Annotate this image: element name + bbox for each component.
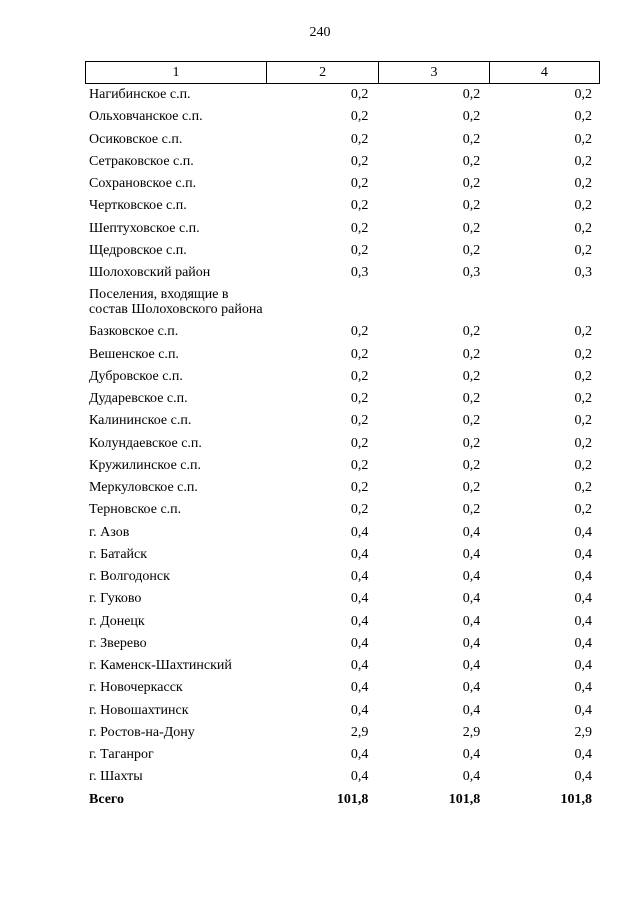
row-value-col3: 0,4 <box>462 769 481 785</box>
row-value-col4: 0,2 <box>574 435 592 451</box>
row-value-col2: 0,2 <box>350 153 369 169</box>
table-row <box>85 106 600 128</box>
table-row <box>85 588 600 610</box>
row-name: Шептуховское с.п. <box>89 220 200 236</box>
row-value-col3: 0,4 <box>462 569 481 585</box>
row-name: г. Ростов-на-Дону <box>89 724 195 740</box>
row-name: Меркуловское с.п. <box>89 480 198 496</box>
row-name: г. Азов <box>89 524 130 540</box>
page-number: 240 <box>309 25 331 40</box>
row-value-col3: 0,2 <box>462 131 481 147</box>
row-value-col2: 0,4 <box>350 569 369 585</box>
row-value-col4: 0,3 <box>574 265 592 281</box>
row-value-col2: 0,2 <box>350 457 369 473</box>
row-name: г. Гуково <box>89 591 142 607</box>
row-name: г. Батайск <box>89 546 148 562</box>
row-name: Вешенское с.п. <box>89 346 179 362</box>
row-value-col3: 0,2 <box>462 198 481 214</box>
header-col-2: 2 <box>266 62 378 84</box>
row-value-col4: 0,2 <box>574 502 592 518</box>
table-row <box>85 410 600 432</box>
row-value-col2: 0,4 <box>350 613 369 629</box>
row-value-col2: 0,2 <box>350 176 369 192</box>
row-name: г. Волгодонск <box>89 569 170 585</box>
row-value-col2: 0,2 <box>350 242 369 258</box>
row-name: Сетраковское с.п. <box>89 153 194 169</box>
row-value-col4: 0,2 <box>574 176 592 192</box>
table-row <box>85 218 600 240</box>
table-row <box>85 499 600 521</box>
row-name: г. Зверево <box>89 635 147 651</box>
row-value-col3: 0,4 <box>462 747 481 763</box>
row-name: г. Донецк <box>89 613 145 629</box>
row-value-col4: 101,8 <box>560 791 592 807</box>
row-value-col3: 0,2 <box>462 391 481 407</box>
row-name: Щедровское с.п. <box>89 242 187 258</box>
table-row <box>85 195 600 217</box>
row-value-col4: 0,2 <box>574 457 592 473</box>
row-value-col2: 2,9 <box>350 724 369 740</box>
row-value-col4: 2,9 <box>574 724 592 740</box>
row-value-col2: 0,2 <box>350 346 369 362</box>
row-value-col2: 0,2 <box>350 87 369 103</box>
row-name: Колундаевское с.п. <box>89 435 202 451</box>
row-value-col4: 0,4 <box>574 546 592 562</box>
row-name: Базковское с.п. <box>89 324 179 340</box>
row-value-col2: 0,4 <box>350 702 369 718</box>
row-name: г. Новошахтинск <box>89 702 189 718</box>
table-row <box>85 566 600 588</box>
row-value-col2: 0,2 <box>350 413 369 429</box>
row-value-col2: 0,2 <box>350 198 369 214</box>
table-row <box>85 477 600 499</box>
row-value-col2: 0,2 <box>350 220 369 236</box>
row-value-col3: 0,2 <box>462 324 481 340</box>
row-value-col4: 0,2 <box>574 368 592 384</box>
row-value-col2: 0,2 <box>350 480 369 496</box>
row-value-col2 <box>263 284 377 321</box>
row-value-col3: 0,2 <box>462 109 481 125</box>
row-value-col2: 0,2 <box>350 324 369 340</box>
row-value-col2: 0,3 <box>350 265 369 281</box>
row-value-col2: 0,4 <box>350 769 369 785</box>
table-row <box>85 433 600 455</box>
table-row <box>85 321 600 343</box>
row-value-col4: 0,2 <box>574 109 592 125</box>
row-value-col4: 0,2 <box>574 87 592 103</box>
row-name: Кружилинское с.п. <box>89 457 201 473</box>
row-value-col3: 0,4 <box>462 658 481 674</box>
row-name: Шолоховский район <box>89 265 211 281</box>
row-name: г. Таганрог <box>89 747 154 763</box>
row-value-col3: 0,4 <box>462 591 481 607</box>
row-value-col3: 2,9 <box>462 724 481 740</box>
table-row <box>85 455 600 477</box>
row-value-col4: 0,4 <box>574 524 592 540</box>
row-value-col4: 0,4 <box>574 635 592 651</box>
row-value-col4: 0,4 <box>574 747 592 763</box>
row-value-col4: 0,4 <box>574 769 592 785</box>
row-value-col4: 0,2 <box>574 480 592 496</box>
row-value-col3: 0,2 <box>462 242 481 258</box>
table-row <box>85 544 600 566</box>
row-value-col4: 0,4 <box>574 702 592 718</box>
row-value-col4: 0,2 <box>574 346 592 362</box>
row-value-col2: 0,4 <box>350 747 369 763</box>
row-value-col3: 0,2 <box>462 457 481 473</box>
table-row <box>85 633 600 655</box>
row-value-col2: 0,4 <box>350 546 369 562</box>
row-value-col3: 0,2 <box>462 368 481 384</box>
table-row <box>85 84 600 106</box>
row-value-col2: 0,2 <box>350 131 369 147</box>
row-value-col2: 0,2 <box>350 435 369 451</box>
row-value-col4: 0,2 <box>574 413 592 429</box>
row-value-col2: 0,2 <box>350 109 369 125</box>
row-value-col2: 0,2 <box>350 368 369 384</box>
table-row <box>85 344 600 366</box>
row-name: Поселения, входящие в состав Шолоховского района <box>89 287 263 318</box>
row-name: г. Каменск-Шахтинский <box>89 658 232 674</box>
row-value-col2: 0,2 <box>350 391 369 407</box>
row-value-col3: 0,2 <box>462 435 481 451</box>
table-row <box>85 240 600 262</box>
table-row <box>85 677 600 699</box>
row-value-col4: 0,2 <box>574 220 592 236</box>
table-row <box>85 366 600 388</box>
row-value-col3 <box>376 284 488 321</box>
row-value-col3: 0,4 <box>462 524 481 540</box>
header-col-4: 4 <box>489 62 599 84</box>
row-value-col3: 0,4 <box>462 680 481 696</box>
table-row <box>85 700 600 722</box>
row-name: Ольховчанское с.п. <box>89 109 203 125</box>
row-value-col4: 0,4 <box>574 613 592 629</box>
table-row <box>85 655 600 677</box>
table-row <box>85 522 600 544</box>
row-value-col4: 0,4 <box>574 680 592 696</box>
row-value-col2: 0,4 <box>350 658 369 674</box>
table-header <box>85 61 600 84</box>
row-value-col4 <box>488 284 600 321</box>
row-name: г. Шахты <box>89 769 143 785</box>
row-value-col3: 0,4 <box>462 702 481 718</box>
row-value-col3: 0,2 <box>462 346 481 362</box>
table-row <box>85 722 600 744</box>
row-name: г. Новочеркасск <box>89 680 183 696</box>
row-value-col3: 0,4 <box>462 546 481 562</box>
row-value-col2: 0,4 <box>350 591 369 607</box>
table-row <box>85 284 600 321</box>
row-value-col3: 0,4 <box>462 613 481 629</box>
table-row <box>85 262 600 284</box>
row-value-col3: 0,2 <box>462 153 481 169</box>
row-name: Нагибинское с.п. <box>89 87 191 103</box>
table-row <box>85 151 600 173</box>
row-value-col4: 0,2 <box>574 242 592 258</box>
row-name: Дударевское с.п. <box>89 391 188 407</box>
row-value-col4: 0,2 <box>574 198 592 214</box>
row-name: Чертковское с.п. <box>89 198 187 214</box>
row-value-col4: 0,2 <box>574 324 592 340</box>
row-value-col3: 0,2 <box>462 502 481 518</box>
row-value-col3: 0,2 <box>462 176 481 192</box>
table-row <box>85 766 600 788</box>
row-name: Сохрановское с.п. <box>89 176 197 192</box>
total-row <box>85 789 600 811</box>
row-value-col2: 0,4 <box>350 680 369 696</box>
table-row <box>85 173 600 195</box>
row-value-col4: 0,2 <box>574 131 592 147</box>
row-value-col4: 0,4 <box>574 569 592 585</box>
row-value-col3: 101,8 <box>448 791 481 807</box>
row-value-col2: 0,4 <box>350 635 369 651</box>
row-name: Калининское с.п. <box>89 413 192 429</box>
row-value-col2: 101,8 <box>336 791 369 807</box>
row-value-col3: 0,2 <box>462 220 481 236</box>
row-value-col3: 0,2 <box>462 480 481 496</box>
row-value-col2: 0,4 <box>350 524 369 540</box>
table-row <box>85 388 600 410</box>
data-table <box>85 84 600 811</box>
row-value-col3: 0,3 <box>462 265 481 281</box>
row-value-col4: 0,4 <box>574 591 592 607</box>
row-value-col4: 0,4 <box>574 658 592 674</box>
row-name: Дубровское с.п. <box>89 368 183 384</box>
table-row <box>85 611 600 633</box>
header-col-1: 1 <box>86 62 267 84</box>
header-row <box>86 62 600 84</box>
row-name: Терновское с.п. <box>89 502 182 518</box>
table-row <box>85 744 600 766</box>
header-col-3: 3 <box>379 62 489 84</box>
row-value-col3: 0,2 <box>462 87 481 103</box>
row-value-col3: 0,4 <box>462 635 481 651</box>
row-value-col4: 0,2 <box>574 391 592 407</box>
table-row <box>85 129 600 151</box>
row-name: Всего <box>89 791 124 807</box>
row-value-col2: 0,2 <box>350 502 369 518</box>
row-name: Осиковское с.п. <box>89 131 183 147</box>
row-value-col3: 0,2 <box>462 413 481 429</box>
row-value-col4: 0,2 <box>574 153 592 169</box>
table-body <box>85 84 600 811</box>
